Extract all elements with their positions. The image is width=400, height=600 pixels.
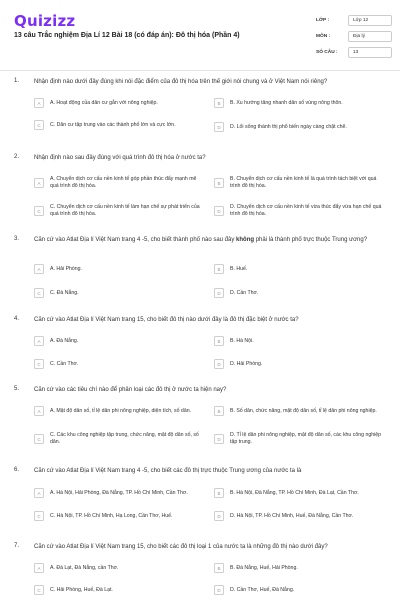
option-letter-box: D [214,585,224,595]
option-letter-box: C [34,511,44,521]
option-letter-box: B [214,98,224,108]
meta-class-row [316,12,392,28]
option-text: A. Chuyển dịch cơ cấu nền kinh tế góp phần thúc đẩy mạnh mẽ quá trình đô thị hóa. [50,176,197,189]
option-letter-box: D [214,122,224,132]
option-text: D. Hải Phòng. [230,360,263,367]
header-divider [0,70,400,71]
option-text: A. Hà Nội, Hải Phòng, Đà Nẵng, TP. Hồ Chí Minh, Cần Thơ. [50,489,188,496]
option-text: C. Các khu công nghiệp tập trung, chức năng, mật độ dân số, số dân. [50,432,199,445]
subject-label: MÔN : [316,33,331,39]
option-letter-box: D [214,359,224,369]
question-emphasis: không [236,237,255,243]
option-letter-box: D [214,206,224,216]
option-text: A. Đà Nẵng. [50,337,79,344]
option-text: C. Dân cư tập trung vào các thành phố lớn và cực lớn. [50,121,176,128]
option-letter-box: B [214,264,224,274]
option-a[interactable] [34,488,202,498]
option-text: B. Hà Nội. [230,337,254,344]
option-text: A. Hoạt động của dân cư gắn với nông nghiệp. [50,99,158,106]
question-number: 2. [14,154,20,160]
question-text-part: Căn cứ vào Atlat Địa lí Việt Nam trang 4 -5, cho biết thành phố nào sau đây [34,237,237,243]
option-letter-box: B [214,336,224,346]
option-letter-box: D [214,434,224,444]
option-d[interactable] [214,432,384,446]
option-text: D. Tỉ lệ dân phi nông nghiệp, mật độ dân số, các khu công nghiệp tập trung. [230,432,382,445]
option-text: A. Mật độ dân số, tỉ lệ dân phi nông nghiệp, diện tích, số dân. [50,407,192,414]
question-text: Nhận định nào dưới đây đúng khi nói đặc điểm của đô thị hóa trên thế giới nói chung và ở Việt Nam nói riêng? [34,79,328,85]
option-b[interactable] [214,176,384,190]
option-letter-box: C [34,120,44,130]
option-text: B. Chuyển dịch cơ cấu nền kinh tế là quá trình tách biệt với quá trình đô thị hóa. [230,176,377,189]
worksheet-header [0,0,400,64]
option-b[interactable] [214,563,384,573]
class-value: Lớp 12 [348,15,392,26]
option-text: B. Xu hướng tăng nhanh dân số vùng nông thôn. [230,99,343,106]
option-b[interactable] [214,264,384,274]
option-text: B. Số dân, chức năng, mật độ dân số, tỉ lệ dân phi nông nghiệp. [230,407,377,414]
option-c[interactable] [34,432,202,446]
option-text: B. Hà Nội, Đà Nẵng, TP. Hồ Chí Minh, Đà Lạt, Cần Thơ. [230,489,359,496]
question-text: Căn cứ vào Atlat Địa lí Việt Nam trang 4 -5, cho biết các đô thị trực thuộc Trung ương của nước ta là [34,468,302,474]
option-b[interactable] [214,488,384,498]
option-d[interactable] [214,204,384,218]
meta-count-row [316,44,392,60]
question-count-label: SỐ CÂU : [316,49,338,55]
option-text: B. Đà Nẵng, Huế, Hải Phòng. [230,564,298,571]
option-text: B. Huế. [230,265,248,272]
option-text: D. Hà Nội, TP. Hồ Chí Minh, Huế, Đà Nẵng, Cần Thơ. [230,512,354,519]
worksheet-title: 13 câu Trắc nghiệm Địa Lí 12 Bài 18 (có đáp án): Đô thị hóa (Phần 4) [14,32,240,39]
option-letter-box: B [214,488,224,498]
option-a[interactable] [34,176,202,190]
option-d[interactable] [214,122,384,132]
option-b[interactable] [214,406,384,416]
worksheet-meta [316,12,392,60]
option-c[interactable] [34,204,202,218]
question-text-part: phải là thành phố trực thuộc Trung ương? [254,237,368,243]
option-text: C. Chuyển dịch cơ cấu nền kinh tế làm hạn chế sự phát triển của quá trình đô thị hóa. [50,204,200,217]
option-c[interactable] [34,120,202,130]
question-text [34,236,374,245]
question-number: 6. [14,467,20,473]
option-c[interactable] [34,585,202,595]
option-a[interactable] [34,406,202,416]
meta-subject-row [316,28,392,44]
subject-value: Địa lý [348,31,392,42]
option-text: C. Cần Thơ. [50,360,79,367]
class-label: LỚP : [316,17,330,23]
option-d[interactable] [214,585,384,595]
option-text: D. Cần Thơ, Huế, Đà Nẵng. [230,586,295,593]
option-letter-box: B [214,178,224,188]
option-a[interactable] [34,98,202,108]
option-letter-box: A [34,178,44,188]
option-letter-box: C [34,206,44,216]
option-text: A. Đà Lạt, Đà Nẵng, cần Thơ. [50,564,119,571]
option-c[interactable] [34,359,202,369]
option-letter-box: D [214,288,224,298]
question-text: Căn cứ vào các tiêu chí nào để phân loại các đô thị ở nước ta hiện nay? [34,387,227,393]
option-a[interactable] [34,563,202,573]
question-number: 1. [14,78,20,84]
option-letter-box: D [214,511,224,521]
quizizz-logo: Quizizz [14,12,76,30]
option-letter-box: A [34,563,44,573]
option-d[interactable] [214,359,384,369]
option-letter-box: C [34,288,44,298]
question-count-value: 13 [348,47,392,58]
option-d[interactable] [214,288,384,298]
option-letter-box: A [34,406,44,416]
question-text: Căn cứ vào Atlat Địa lí Việt Nam trang 15, cho biết đô thị nào dưới đây là đô thị đặc biệt ở nước ta? [34,317,299,323]
option-letter-box: A [34,98,44,108]
option-text: C. Đà Nẵng. [50,289,79,296]
question-text: Nhận định nào sau đây đúng với quá trình đô thị hóa ở nước ta? [34,155,206,161]
option-d[interactable] [214,511,384,521]
option-text: C. Hải Phòng, Huế, Đà Lạt. [50,586,113,593]
option-a[interactable] [34,336,202,346]
option-letter-box: C [34,585,44,595]
option-text: D. Cần Thơ. [230,289,259,296]
question-text: Căn cứ vào Atlat Địa lí Việt Nam trang 15, cho biết các đô thị loại 1 của nước ta là những đô thị nào dưới đây? [34,544,328,550]
option-letter-box: B [214,406,224,416]
option-b[interactable] [214,98,384,108]
option-c[interactable] [34,511,202,521]
question-number: 7. [14,543,20,549]
option-c[interactable] [34,288,202,298]
option-text: C. Hà Nội, TP. Hồ Chí Minh, Hạ Long, Cần Thơ, Huế. [50,512,173,519]
option-text: A. Hải Phòng. [50,265,83,272]
option-text: D. Lối sống thành thị phổ biến ngày càng chặt chẽ. [230,123,347,130]
question-number: 5. [14,386,20,392]
option-letter-box: A [34,264,44,274]
option-b[interactable] [214,336,384,346]
option-letter-box: C [34,359,44,369]
option-letter-box: A [34,336,44,346]
option-letter-box: C [34,434,44,444]
question-number: 4. [14,316,20,322]
option-a[interactable] [34,264,202,274]
option-text: D. Chuyển dịch cơ cấu nền kinh tế vừa thúc đẩy vừa hạn chế quá trình đô thị hóa. [230,204,382,217]
question-number: 3. [14,236,20,242]
option-letter-box: A [34,488,44,498]
option-letter-box: B [214,563,224,573]
